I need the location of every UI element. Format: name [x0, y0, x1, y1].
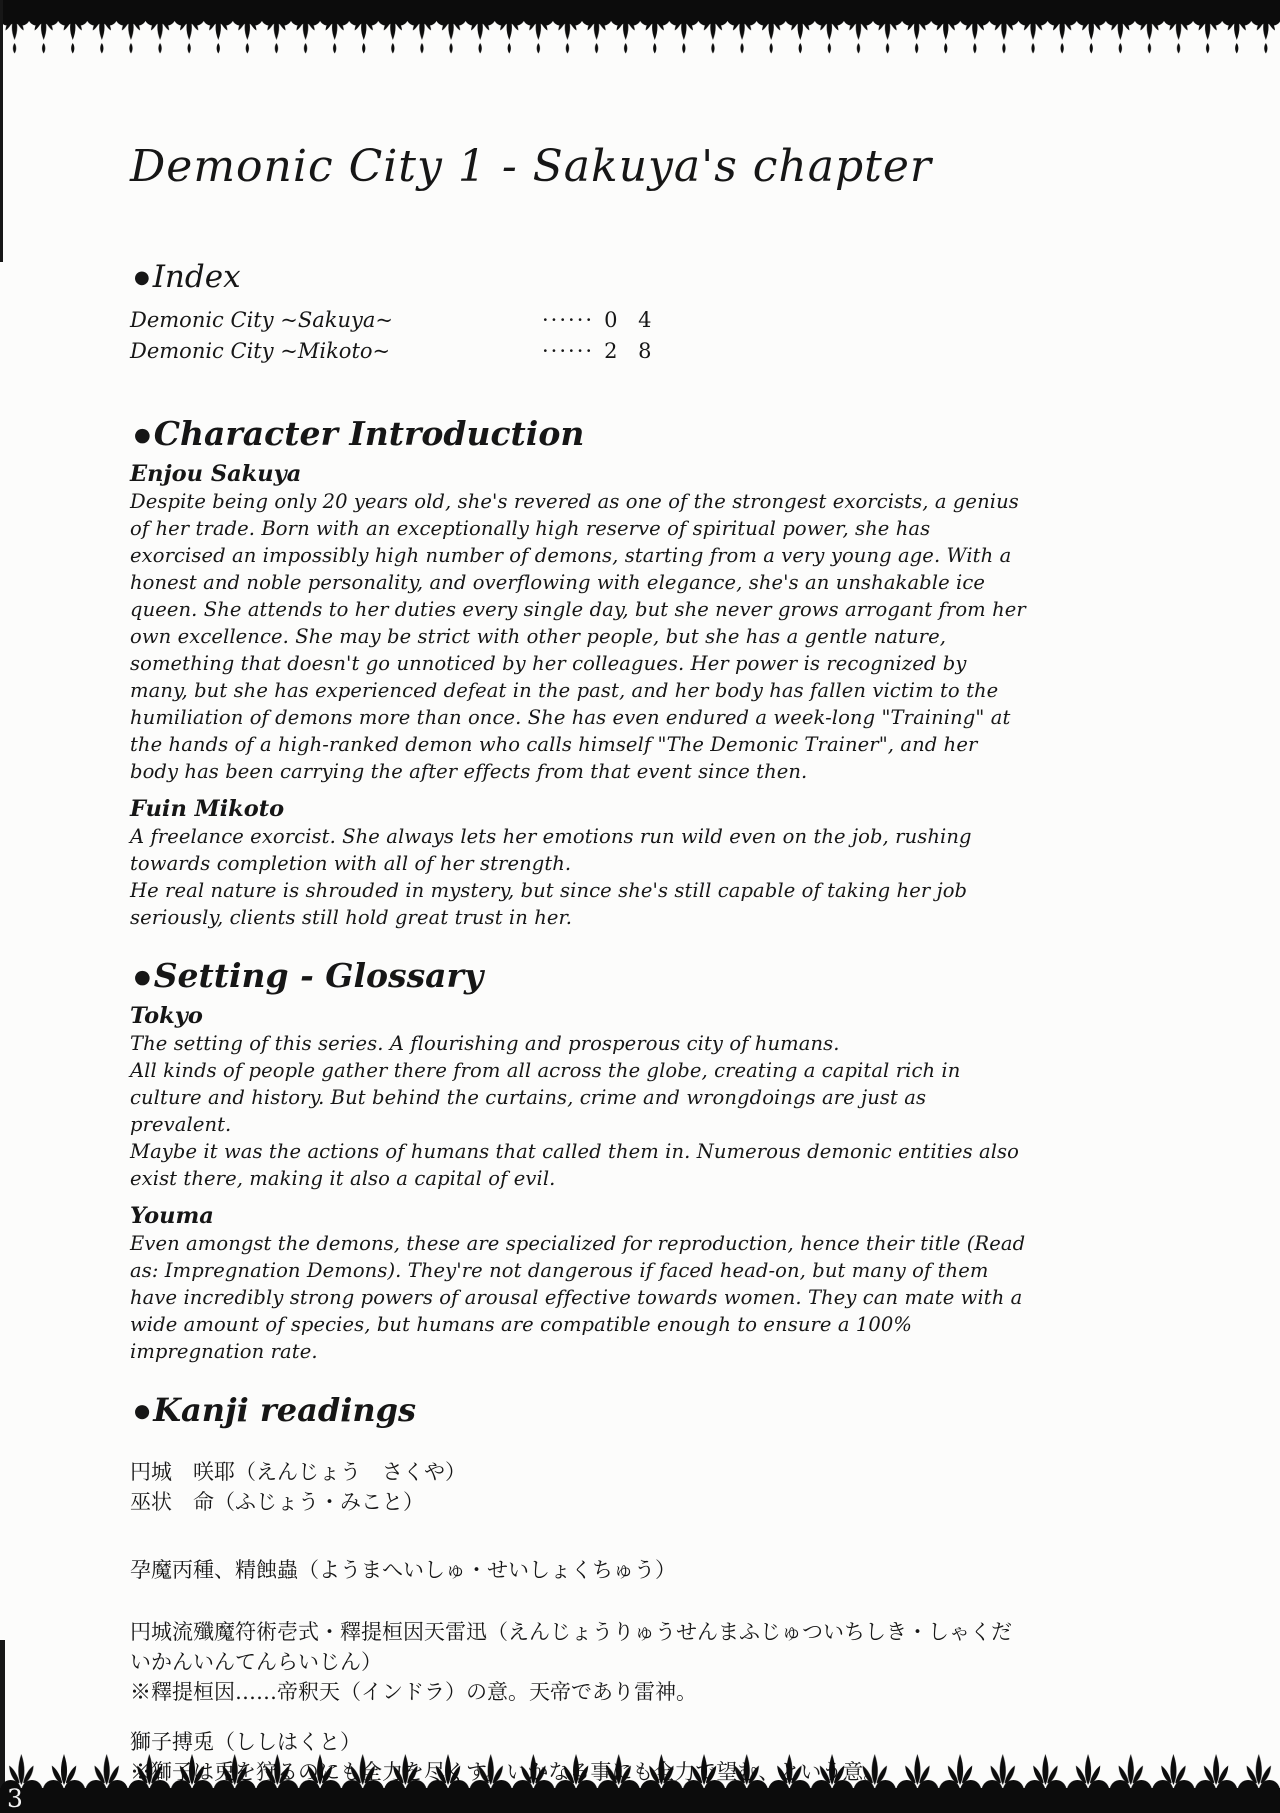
- character-description: A freelance exorcist. She always lets her emotions run wild even on the job, rushing towards completion with all of her strength.: [130, 824, 972, 875]
- section-heading-setting-glossary: [134, 955, 1030, 998]
- index-item-label: Demonic City ~Mikoto~: [130, 339, 391, 364]
- glossary-term-tokyo: Tokyo: [130, 1002, 203, 1029]
- index-leader-dots: ······: [542, 308, 595, 333]
- bullet-icon: ●: [134, 1400, 151, 1422]
- bullet-icon: ●: [134, 422, 151, 446]
- section-heading-kanji-readings: [134, 1389, 1030, 1433]
- index-item-label: Demonic City ~Sakuya~: [130, 308, 393, 333]
- index-item-mikoto: [130, 336, 1030, 367]
- section-heading-character-introduction: [134, 413, 1030, 456]
- kanji-reading-line: 巫状 命（ふじょう・みこと）: [130, 1489, 424, 1514]
- glossary-description: All kinds of people gather there from all across the globe, creating a capital rich in culture and history. But behind the curtains, crime and wrongdoings are just as prevalent.: [130, 1058, 961, 1136]
- bottom-border-ornament: [0, 1741, 1280, 1813]
- index-page-number: 2 8: [604, 339, 659, 364]
- glossary-entry-youma: [130, 1202, 1030, 1365]
- kanji-reading-group: [130, 1617, 1030, 1707]
- glossary-description: Maybe it was the actions of humans that called them in. Numerous demonic entities also exist there, making it also a capital of evil.: [130, 1139, 1019, 1190]
- page-number: 3: [7, 1784, 23, 1813]
- bullet-icon: ●: [134, 267, 150, 289]
- kanji-reading-line: 円城流殲魔符術壱式・釋提桓因天雷迅（えんじょうりゅうせんまふじゅついちしき・しゃくだいかんいんてんらいじん）: [130, 1619, 1012, 1674]
- character-description: He real nature is shrouded in mystery, but since she's still capable of taking her job seriously, clients still hold great trust in her.: [130, 878, 968, 929]
- character-entry-enjou-sakuya: [130, 460, 1030, 785]
- index-leader-dots: ······: [542, 339, 595, 364]
- index-list: [130, 305, 1030, 367]
- bullet-icon: ●: [134, 964, 151, 988]
- glossary-description: Even amongst the demons, these are specialized for reproduction, hence their title (Read as: Impregnation Demons). They're not dangerous if faced head-on, but many of them have incredibly strong powers of arousal effective towards women. They can mate with a wide amount of species, but humans are compatible enough to ensure a 100% impregnation rate.: [130, 1231, 1026, 1363]
- character-description: Despite being only 20 years old, she's revered as one of the strongest exorcists, a genius of her trade. Born with an exceptionally high reserve of spiritual power, she has exorcised an impossibly high number of demons, starting from a very young age. With a honest and noble personality, and overflowing with elegance, she's an unshakable ice queen. She attends to her duties every single day, but she never grows arrogant from her own excellence. She may be strict with other people, but she has a gentle nature, something that doesn't go unnoticed by her colleagues. Her power is recognized by many, but she has experienced defeat in the past, and her body has fallen victim to the humiliation of demons more than once. She has even endured a week-long "Training" at the hands of a high-ranked demon who calls himself "The Demonic Trainer", and her body has been carrying the after effects from that event since then.: [130, 489, 1026, 783]
- section-heading-label: Character Introduction: [153, 414, 585, 454]
- kanji-reading-group: [130, 1555, 1030, 1585]
- glossary-entry-tokyo: [130, 1002, 1030, 1192]
- kanji-reading-line: ※釋提桓因……帝釈天（インドラ）の意。天帝であり雷神。: [130, 1679, 697, 1704]
- section-heading-label: Kanji readings: [153, 1390, 417, 1429]
- index-heading: [134, 258, 1030, 297]
- character-entry-fuin-mikoto: [130, 795, 1030, 931]
- index-heading-label: Index: [152, 259, 241, 295]
- kanji-reading-line: 孕魔丙種、精蝕蟲（ようまへいしゅ・せいしょくちゅう）: [130, 1557, 676, 1582]
- kanji-reading-line: 円城 咲耶（えんじょう さくや）: [130, 1459, 466, 1484]
- glossary-term-youma: Youma: [130, 1202, 214, 1229]
- section-heading-label: Setting - Glossary: [153, 955, 484, 995]
- index-item-sakuya: [130, 305, 1030, 336]
- character-name-enjou-sakuya: Enjou Sakuya: [130, 460, 302, 487]
- page-title: Demonic City 1 - Sakuya's chapter: [130, 141, 932, 192]
- character-name-fuin-mikoto: Fuin Mikoto: [130, 795, 285, 822]
- glossary-description: The setting of this series. A flourishing and prosperous city of humans.: [130, 1031, 840, 1055]
- kanji-reading-group: [130, 1457, 1030, 1517]
- index-page-number: 0 4: [604, 308, 659, 333]
